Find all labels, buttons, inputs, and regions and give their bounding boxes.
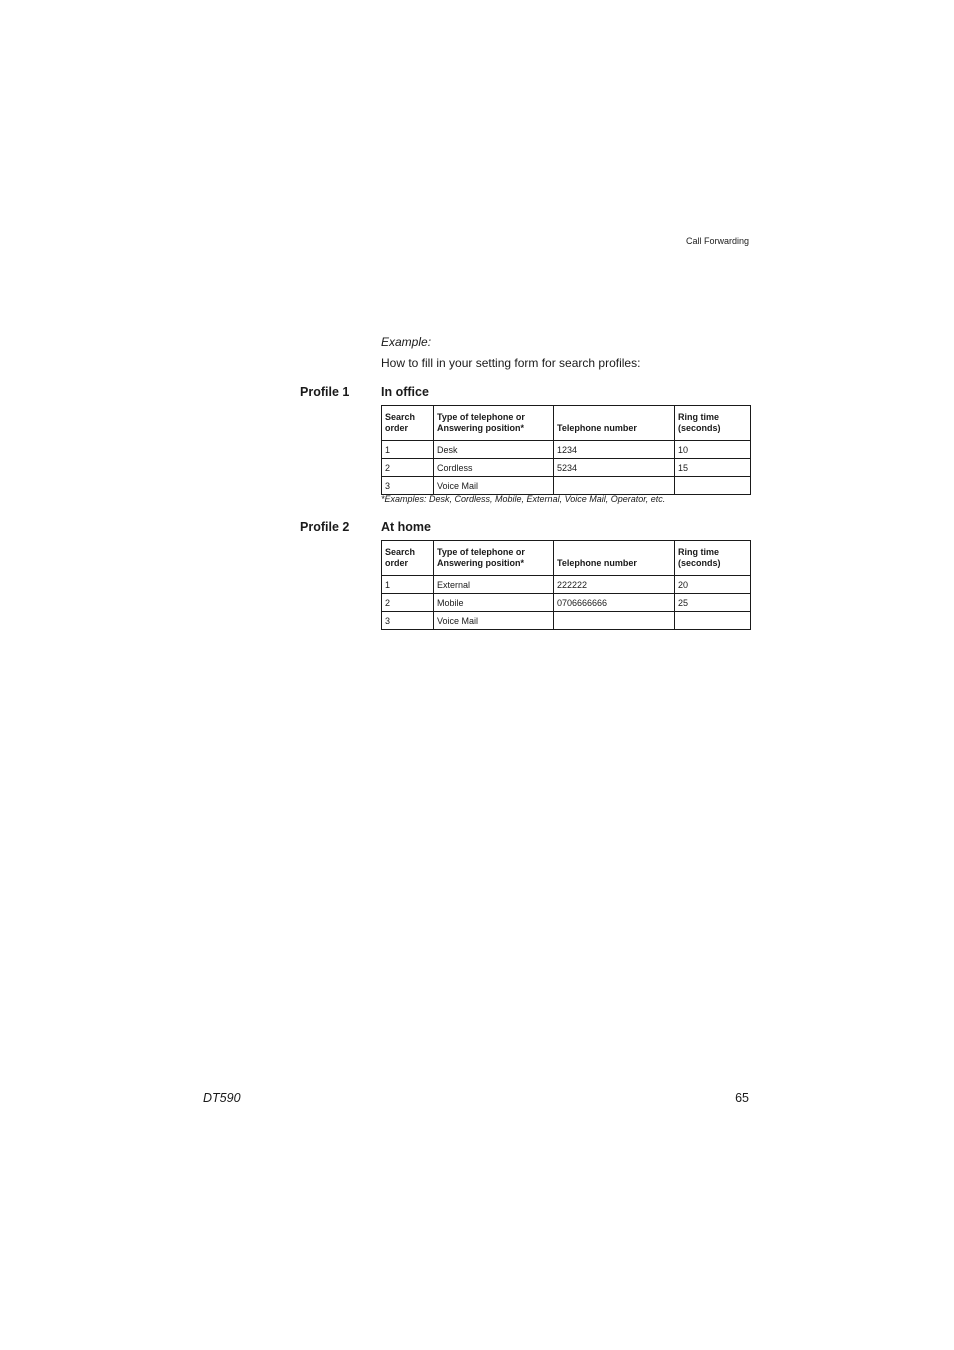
header-ring-time: Ring time (seconds) [675,406,751,441]
cell-ring: 25 [675,594,751,612]
profile-1-label: Profile 1 [300,385,350,399]
table-row [382,441,751,459]
intro-text: How to fill in your setting form for search profiles: [381,356,641,370]
cell-ring: 15 [675,459,751,477]
header-type: Type of telephone or Answering position* [434,541,554,576]
cell-number: 222222 [554,576,675,594]
cell-type: Mobile [434,594,554,612]
table-header-row [382,541,751,576]
header-telephone-number: Telephone number [554,541,675,576]
cell-order: 2 [382,594,434,612]
table-row [382,459,751,477]
cell-ring: 10 [675,441,751,459]
table-row [382,594,751,612]
profile-2-label: Profile 2 [300,520,350,534]
cell-type: Desk [434,441,554,459]
table-row [382,576,751,594]
header-search-order: Search order [382,406,434,441]
header-type: Type of telephone or Answering position* [434,406,554,441]
footer-model-name: DT590 [203,1091,241,1105]
cell-ring [675,477,751,495]
cell-type: External [434,576,554,594]
cell-order: 1 [382,441,434,459]
header-telephone-number: Telephone number [554,406,675,441]
cell-type: Cordless [434,459,554,477]
cell-number: 0706666666 [554,594,675,612]
cell-type: Voice Mail [434,477,554,495]
cell-number: 1234 [554,441,675,459]
table-row [382,612,751,630]
cell-number: 5234 [554,459,675,477]
table-row [382,477,751,495]
cell-ring: 20 [675,576,751,594]
profile-2-title: At home [381,520,431,534]
profile-1-table [381,405,751,495]
cell-order: 1 [382,576,434,594]
profile-1-title: In office [381,385,429,399]
header-search-order: Search order [382,541,434,576]
example-label: Example: [381,335,432,349]
cell-ring [675,612,751,630]
table-footnote: *Examples: Desk, Cordless, Mobile, External, Voice Mail, Operator, etc. [381,494,666,504]
cell-number [554,612,675,630]
cell-order: 3 [382,612,434,630]
cell-type: Voice Mail [434,612,554,630]
footer-page-number: 65 [735,1091,749,1105]
profile-2-table [381,540,751,630]
header-ring-time: Ring time (seconds) [675,541,751,576]
cell-number [554,477,675,495]
table-header-row [382,406,751,441]
cell-order: 2 [382,459,434,477]
running-header: Call Forwarding [685,236,749,246]
cell-order: 3 [382,477,434,495]
